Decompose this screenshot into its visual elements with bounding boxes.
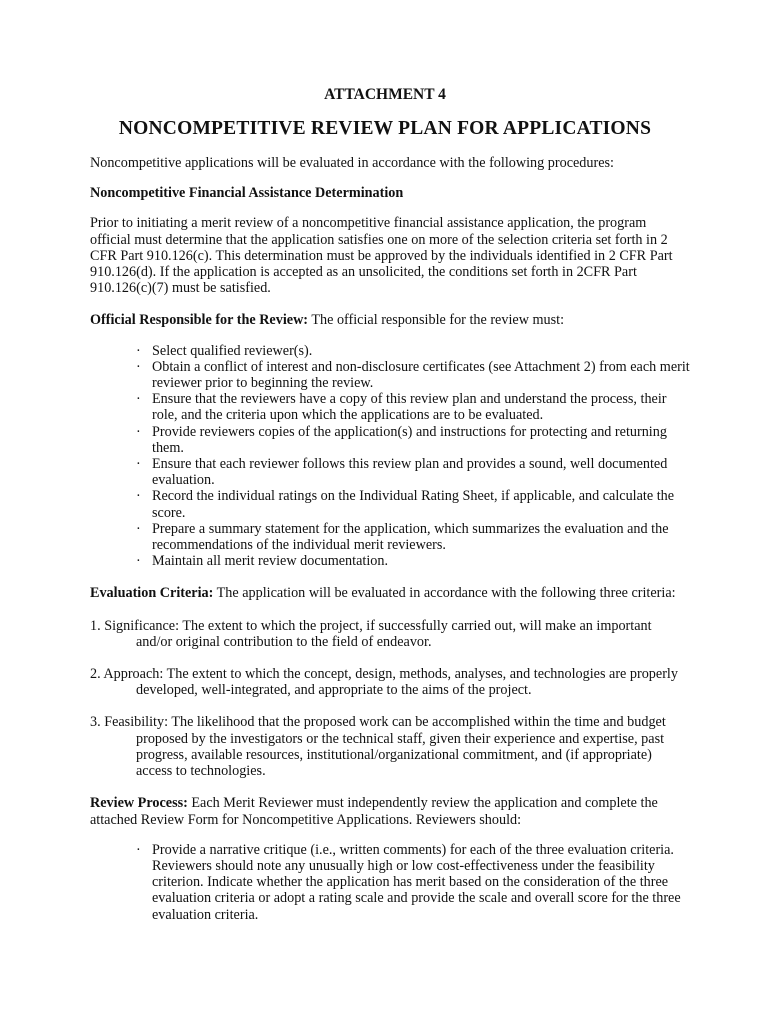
list-item [90,359,690,391]
bullet-icon: · [136,456,141,473]
list-item [90,488,690,520]
bullet-icon: · [136,488,141,505]
bullet-icon: · [136,520,141,537]
list-item-text: Provide reviewers copies of the application(s) and instructions for protecting and returning them. [152,423,667,456]
review-paragraph [90,795,690,827]
criterion-approach: 2. Approach: The extent to which the concept, design, methods, analyses, and technologies are properly developed, well-integrated, and appropriate to the aims of the project. [90,666,678,699]
criteria-paragraph [90,585,690,601]
list-item-text: Record the individual ratings on the Individual Rating Sheet, if applicable, and calculate the score. [152,488,675,521]
list-item-text: Ensure that each reviewer follows this review plan and provides a sound, well documented evaluation. [152,456,668,489]
bullet-icon: · [136,342,141,359]
list-item [90,424,690,456]
document-body [90,155,690,923]
bullet-icon: · [136,358,141,375]
official-heading: Official Responsible for the Review: [90,312,309,329]
list-item [90,842,690,923]
attachment-label: ATTACHMENT 4 [324,86,446,103]
document-title: NONCOMPETITIVE REVIEW PLAN FOR APPLICATIONS [118,118,652,139]
list-item [90,456,690,488]
determination-paragraph: Prior to initiating a merit review of a noncompetitive financial assistance application, the program official must determine that the application satisfies one on more of the selection criteria set forth in 2 CFR Part 910.126(c). This determination must be approved by the individuals identified in 2 CFR Part 910.126(d). If the application is accepted as an unsolicited, the conditions set forth in 2CFR Part 910.126(c)(7) must be satisfied. [90,215,673,297]
criterion-feasibility: 3. Feasibility: The likelihood that the proposed work can be accomplished within the time and budget proposed by the investigators or the technical staff, given their experience and expertise, past progress, available resources, institutional/organizational commitment, and (if appropriate) access to technologies. [90,714,666,780]
list-item-text: Prepare a summary statement for the application, which summarizes the evaluation and the recommendations of the individual merit reviewers. [152,520,669,554]
list-item [90,553,690,569]
list-item-text: Select qualified reviewer(s). [152,342,313,359]
bullet-icon: · [136,553,141,570]
reviewer-duties-list [90,842,690,923]
bullet-icon: · [136,423,141,440]
list-item-text: Ensure that the reviewers have a copy of this review plan and understand the process, their role, and the criteria upon which the applications are to be evaluated. [152,391,667,424]
criterion-significance: 1. Significance: The extent to which the project, if successfully carried out, will make an important and/or original contribution to the field of endeavor. [90,617,652,650]
list-item [90,391,690,423]
criteria-text: The application will be evaluated in accordance with the following three criteria: [216,585,676,602]
list-item-text: Maintain all merit review documentation. [152,553,388,570]
review-text: Each Merit Reviewer must independently review the application and complete the attached Review Form for Noncompetitive Applications. Reviewers should: [90,795,658,828]
intro-paragraph: Noncompetitive applications will be evaluated in accordance with the following procedures: [90,155,614,171]
bullet-icon: · [136,841,141,858]
bullet-icon: · [136,391,141,408]
official-paragraph [90,312,690,328]
official-text: The official responsible for the review must: [311,312,565,329]
list-item-text: Obtain a conflict of interest and non-disclosure certificates (see Attachment 2) from each merit reviewer prior to beginning the review. [152,358,690,392]
list-item [90,521,690,553]
list-item [90,343,690,359]
determination-heading: Noncompetitive Financial Assistance Determination [90,185,404,202]
criteria-heading: Evaluation Criteria: [90,585,214,602]
official-duties-list [90,343,690,570]
review-heading: Review Process: [90,795,188,812]
list-item-text: Provide a narrative critique (i.e., written comments) for each of the three evaluation criteria. Reviewers should note any unusually high or low cost-effectiveness under the feasibility criterion. Indicate whether the application has merit based on the consideration of the three evaluation criteria or adopt a rating scale and provide the scale and overall score for the three evaluation criteria. [152,841,681,923]
